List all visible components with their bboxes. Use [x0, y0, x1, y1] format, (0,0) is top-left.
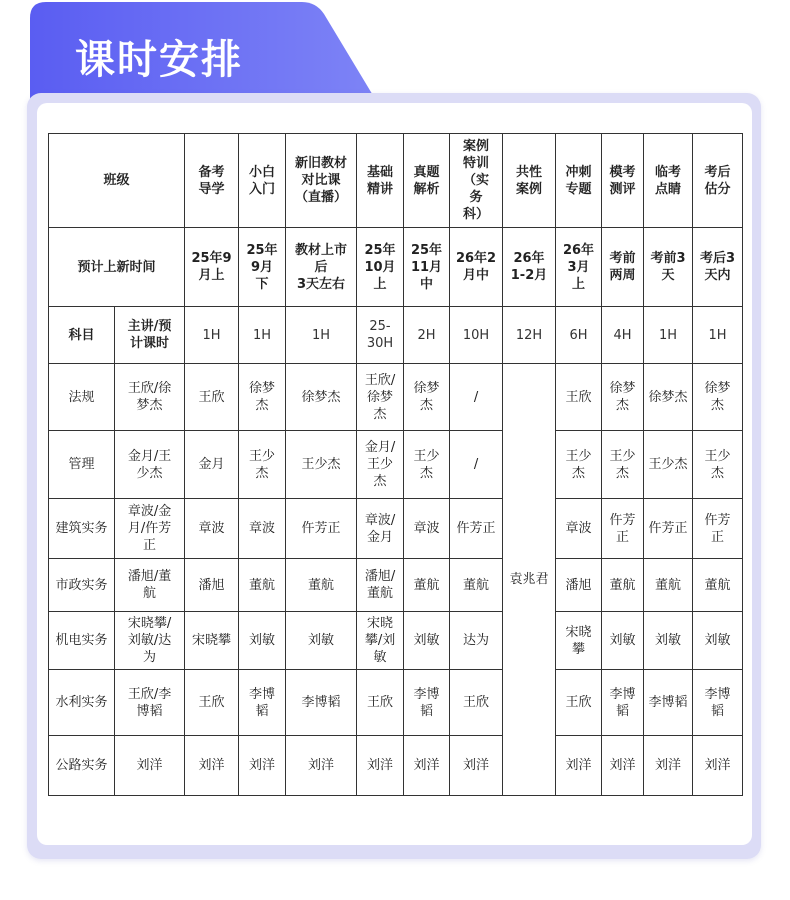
- teacher-cell: 刘洋: [286, 736, 357, 796]
- release-date: 25年 11月 中: [404, 228, 450, 307]
- teacher-cell: 仵芳正: [286, 499, 357, 559]
- teacher-cell: 潘旭/ 董航: [357, 559, 404, 612]
- subject-header: 科目: [49, 307, 115, 364]
- course-header: 基础 精讲: [357, 134, 404, 228]
- teacher-cell: 仵芳正: [644, 499, 693, 559]
- teacher-cell: /: [450, 431, 503, 499]
- lecturer-names: 章波/金 月/仵芳 正: [115, 499, 185, 559]
- course-hours: 1H: [644, 307, 693, 364]
- teacher-cell: 李博韬: [286, 670, 357, 736]
- course-header: 小白 入门: [239, 134, 286, 228]
- teacher-cell: 徐梦 杰: [404, 364, 450, 431]
- lecturer-names: 潘旭/董 航: [115, 559, 185, 612]
- course-header: 案例 特训 （实 务 科）: [450, 134, 503, 228]
- teacher-cell: 王少杰: [644, 431, 693, 499]
- subject-row: [49, 736, 743, 796]
- teacher-cell: 王欣: [556, 364, 602, 431]
- course-hours: 10H: [450, 307, 503, 364]
- teacher-cell: 董航: [693, 559, 743, 612]
- release-date: 教材上市 后 3天左右: [286, 228, 357, 307]
- teacher-cell: 李博 韬: [239, 670, 286, 736]
- course-hours: 4H: [602, 307, 644, 364]
- teacher-cell: 王少 杰: [404, 431, 450, 499]
- teacher-cell: 王欣: [450, 670, 503, 736]
- teacher-cell: 宋晓攀: [185, 612, 239, 670]
- teacher-cell: 董航: [450, 559, 503, 612]
- teacher-cell: 李博 韬: [404, 670, 450, 736]
- subject-name: 管理: [49, 431, 115, 499]
- teacher-cell: 董航: [404, 559, 450, 612]
- lecturer-header: 主讲/预 计课时: [115, 307, 185, 364]
- course-header: 真题 解析: [404, 134, 450, 228]
- teacher-cell: 刘敏: [644, 612, 693, 670]
- subject-name: 法规: [49, 364, 115, 431]
- subject-name: 机电实务: [49, 612, 115, 670]
- teacher-cell: 刘敏: [286, 612, 357, 670]
- course-hours: 1H: [239, 307, 286, 364]
- schedule-row: [49, 228, 743, 307]
- teacher-cell: 刘敏: [602, 612, 644, 670]
- course-hours: 1H: [286, 307, 357, 364]
- teacher-cell: 董航: [286, 559, 357, 612]
- class-header: 班级: [49, 134, 185, 228]
- teacher-cell: 董航: [239, 559, 286, 612]
- schedule-label: 预计上新时间: [49, 228, 185, 307]
- subject-name: 水利实务: [49, 670, 115, 736]
- teacher-cell: 刘洋: [450, 736, 503, 796]
- teacher-cell: 刘洋: [404, 736, 450, 796]
- course-header: 冲刺 专题: [556, 134, 602, 228]
- course-hours: 12H: [503, 307, 556, 364]
- teacher-cell: 章波: [404, 499, 450, 559]
- teacher-cell: 王欣/ 徐梦 杰: [357, 364, 404, 431]
- subject-name: 公路实务: [49, 736, 115, 796]
- lecturer-names: 宋晓攀/ 刘敏/达 为: [115, 612, 185, 670]
- shared-teacher-cell: 袁兆君: [503, 364, 556, 796]
- subject-row: [49, 431, 743, 499]
- release-date: 考前3 天: [644, 228, 693, 307]
- teacher-cell: /: [450, 364, 503, 431]
- teacher-cell: 章波/ 金月: [357, 499, 404, 559]
- page-title: 课时安排: [75, 37, 243, 83]
- lecturer-names: 刘洋: [115, 736, 185, 796]
- release-date: 26年 3月 上: [556, 228, 602, 307]
- teacher-cell: 宋晓 攀: [556, 612, 602, 670]
- course-hours: 1H: [693, 307, 743, 364]
- teacher-cell: 刘洋: [644, 736, 693, 796]
- release-date: 25年9 月上: [185, 228, 239, 307]
- teacher-cell: 刘洋: [602, 736, 644, 796]
- teacher-cell: 李博 韬: [602, 670, 644, 736]
- teacher-cell: 徐梦杰: [286, 364, 357, 431]
- teacher-cell: 达为: [450, 612, 503, 670]
- teacher-cell: 王欣: [556, 670, 602, 736]
- teacher-cell: 仵芳正: [450, 499, 503, 559]
- teacher-cell: 王欣: [357, 670, 404, 736]
- release-date: 考后3 天内: [693, 228, 743, 307]
- subject-row: [49, 612, 743, 670]
- teacher-cell: 刘洋: [357, 736, 404, 796]
- release-date: 26年2 月中: [450, 228, 503, 307]
- teacher-cell: 徐梦杰: [644, 364, 693, 431]
- teacher-cell: 章波: [185, 499, 239, 559]
- teacher-cell: 李博韬: [644, 670, 693, 736]
- teacher-cell: 徐梦 杰: [602, 364, 644, 431]
- teacher-cell: 刘洋: [693, 736, 743, 796]
- subject-name: 市政实务: [49, 559, 115, 612]
- teacher-cell: 章波: [556, 499, 602, 559]
- teacher-cell: 章波: [239, 499, 286, 559]
- lecturer-names: 王欣/李 博韬: [115, 670, 185, 736]
- lecturer-names: 金月/王 少杰: [115, 431, 185, 499]
- teacher-cell: 王少 杰: [556, 431, 602, 499]
- course-hours: 2H: [404, 307, 450, 364]
- subject-name: 建筑实务: [49, 499, 115, 559]
- course-header: 模考 测评: [602, 134, 644, 228]
- release-date: 26年 1-2月: [503, 228, 556, 307]
- teacher-cell: 王少 杰: [239, 431, 286, 499]
- teacher-cell: 潘旭: [556, 559, 602, 612]
- teacher-cell: 金月/ 王少 杰: [357, 431, 404, 499]
- course-header: 新旧教材 对比课 （直播）: [286, 134, 357, 228]
- teacher-cell: 刘洋: [185, 736, 239, 796]
- teacher-cell: 王少 杰: [602, 431, 644, 499]
- release-date: 考前 两周: [602, 228, 644, 307]
- teacher-cell: 王欣: [185, 670, 239, 736]
- teacher-cell: 李博 韬: [693, 670, 743, 736]
- teacher-cell: 王少 杰: [693, 431, 743, 499]
- teacher-cell: 刘洋: [239, 736, 286, 796]
- teacher-cell: 仵芳 正: [693, 499, 743, 559]
- teacher-cell: 刘敏: [404, 612, 450, 670]
- teacher-cell: 金月: [185, 431, 239, 499]
- course-header: 临考 点睛: [644, 134, 693, 228]
- release-date: 25年 10月 上: [357, 228, 404, 307]
- course-header: 考后 估分: [693, 134, 743, 228]
- subject-row: [49, 670, 743, 736]
- teacher-cell: 刘敏: [693, 612, 743, 670]
- teacher-cell: 王少杰: [286, 431, 357, 499]
- teacher-cell: 刘敏: [239, 612, 286, 670]
- teacher-cell: 董航: [602, 559, 644, 612]
- hours-row: [49, 307, 743, 364]
- course-hours: 6H: [556, 307, 602, 364]
- course-hours: 1H: [185, 307, 239, 364]
- teacher-cell: 仵芳 正: [602, 499, 644, 559]
- header-row: [49, 134, 743, 228]
- teacher-cell: 董航: [644, 559, 693, 612]
- subject-row: [49, 559, 743, 612]
- teacher-cell: 徐梦 杰: [693, 364, 743, 431]
- teacher-cell: 潘旭: [185, 559, 239, 612]
- release-date: 25年 9月 下: [239, 228, 286, 307]
- course-header: 备考 导学: [185, 134, 239, 228]
- schedule-table: [48, 133, 743, 796]
- teacher-cell: 王欣: [185, 364, 239, 431]
- subject-row: [49, 364, 743, 431]
- teacher-cell: 刘洋: [556, 736, 602, 796]
- course-header: 共性 案例: [503, 134, 556, 228]
- teacher-cell: 宋晓 攀/刘 敏: [357, 612, 404, 670]
- teacher-cell: 徐梦 杰: [239, 364, 286, 431]
- course-hours: 25- 30H: [357, 307, 404, 364]
- lecturer-names: 王欣/徐 梦杰: [115, 364, 185, 431]
- subject-row: [49, 499, 743, 559]
